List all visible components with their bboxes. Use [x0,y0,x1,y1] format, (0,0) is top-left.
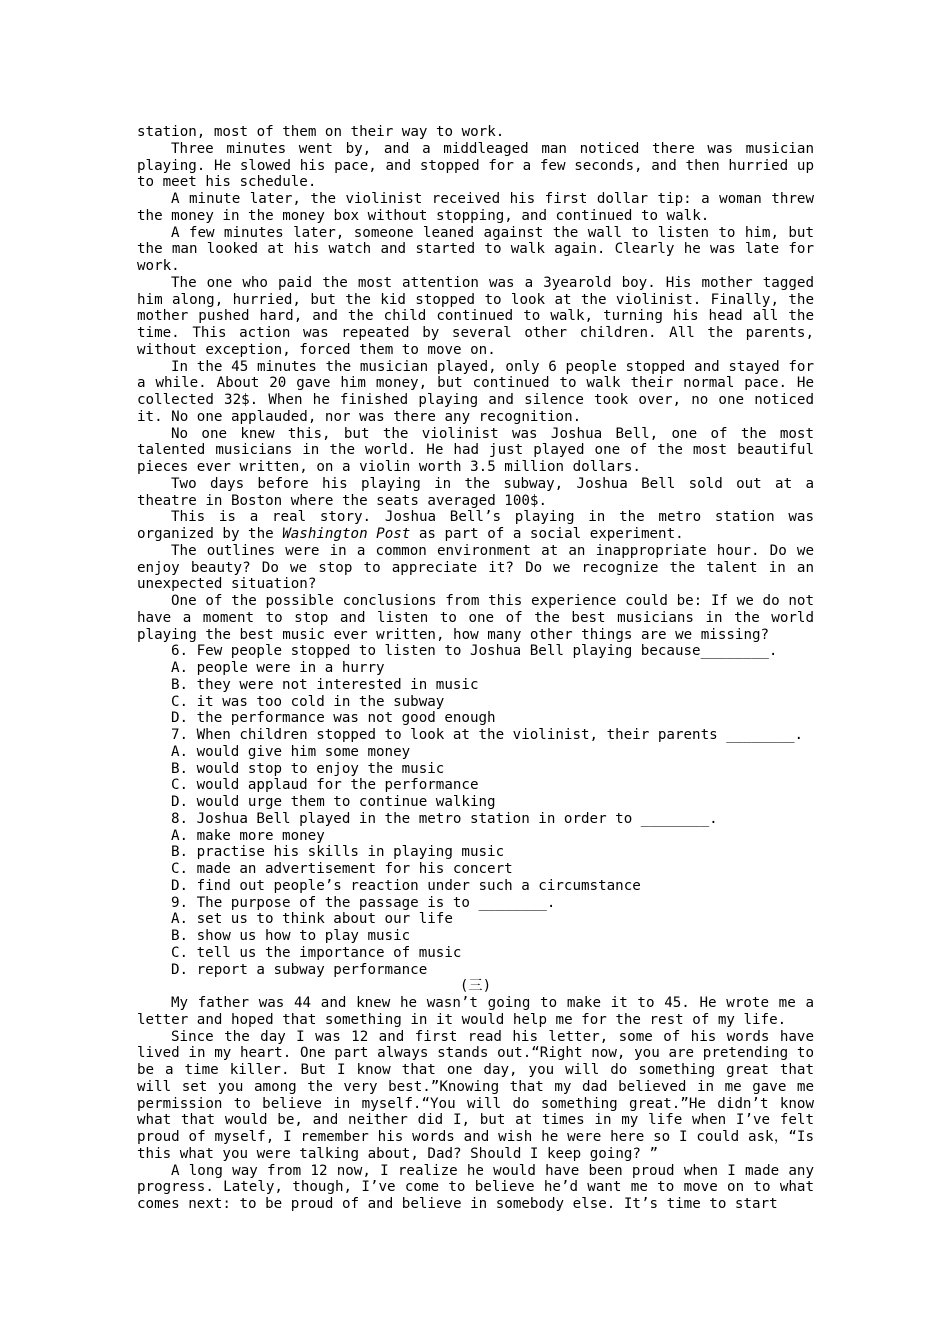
question-stem: 8. Joshua Bell played in the metro station in order to ________. [171,810,718,827]
question-stem: 6. Few people stopped to listen to Joshua Bell playing because________. [171,643,778,660]
option-c: C. it was too cold in the subway [171,693,445,710]
paragraph: My father was 44 and knew he wasn’t going to make it to 45. He wrote me a letter and hoped that something in it would help me for the rest of my life. [137,995,814,1028]
option-d: D. find out people’s reaction under such a circumstance [171,877,641,894]
option-d: D. the performance was not good enough [171,710,496,727]
document-page [137,124,814,1213]
paragraph: A minute later, the violinist received his first dollar tip: a woman threw the money in the money box without stopping, and continued to walk. [137,191,814,224]
question-6 [137,643,814,727]
option-c: C. would applaud for the performance [171,777,479,794]
paragraph: The one who paid the most attention was a 3yearold boy. His mother tagged him along, hurried, but the kid stopped to look at the violinist. Finally, the mother pushed hard, and the child continued to walk, turning his head all the time. This action was repeated by several other children. All the parents, without exception, forced them to move on. [137,274,814,358]
newspaper-name: Washington Post [282,526,411,542]
option-a: A. people were in a hurry [171,660,385,676]
option-b: B. practise his skills in playing music [171,844,505,861]
paragraph-washington-post [137,509,814,543]
paragraph-text: This is a real story. Joshua Bell’s playing in the metro station was organized by the [137,509,814,542]
option-a: A. set us to think about our life [171,911,453,928]
question-8 [137,811,814,895]
option-d: D. report a subway performance [171,961,428,978]
option-b: B. show us how to play music [171,928,411,944]
option-a: A. make more money [171,827,325,844]
paragraph: Two days before his playing in the subway, Joshua Bell sold out at a theatre in Boston where the seats averaged 100$. [137,475,814,509]
option-b: B. they were not interested in music [171,676,479,693]
paragraph: Since the day I was 12 and first read his letter, some of his words have lived in my heart. One part always stands out.“Right now, you are pretending to be a time killer. But I know that one day, you will do something great that will set you among the very best.”Knowing that my dad believed in me gave me permission to believe in myself.“You will do something great.”He didn’t know what that would be, and neither did I, but at times in my life when I’ve felt proud of myself, I remember his words and wish he were here so I could ask，“Is this what you were talking about, Dad? Should I keep going? ” [137,1028,814,1162]
paragraph: In the 45 minutes the musician played, only 6 people stopped and stayed for a while. About 20 gave him money, but continued to walk their normal pace. He collected 32$. When he finished playing and silence took over, no one noticed it. No one applauded, nor was there any recognition. [137,358,814,425]
paragraph: A long way from 12 now, I realize he would have been proud when I made any progress. Lately, though, I’ve come to believe he’d want me to move on to what comes next: to be proud of and believe in somebody else. It’s time to start [137,1162,814,1212]
option-c: C. made an advertisement for his concert [171,861,513,877]
paragraph-text: as part of a social experiment. [410,526,684,542]
option-c: C. tell us the importance of music [171,944,462,961]
option-d: D. would urge them to continue walking [171,794,496,810]
paragraph: The outlines were in a common environment at an inappropriate hour. Do we enjoy beauty? Do we stop to appreciate it? Do we recognize the talent in an unexpected situation? [137,542,814,593]
question-stem: 7. When children stopped to look at the violinist, their parents ________. [171,727,804,743]
section-heading: (三) [459,978,492,995]
option-b: B. would stop to enjoy the music [171,760,445,777]
paragraph: No one knew this, but the violinist was Joshua Bell, one of the most talented musicians in the world. He had just played one of the most beautiful pieces ever written, on a violin worth 3.5 million dollars. [137,425,814,475]
paragraph-continuation: station, most of them on their way to work. [137,124,505,140]
question-7 [137,727,814,811]
paragraph: A few minutes later, someone leaned against the wall to listen to him, but the man looked at his watch and started to walk again. Clearly he was late for work. [137,224,814,274]
paragraph: Three minutes went by, and a middleaged man noticed there was musician playing. He slowed his pace, and stopped for a few seconds, and then hurried up to meet his schedule. [137,140,814,191]
question-stem: 9. The purpose of the passage is to ________. [171,894,556,911]
paragraph: One of the possible conclusions from this experience could be: If we do not have a moment to stop and listen to one of the best musicians in the world playing the best music ever written, how many other things are we missing? [137,593,814,643]
question-9 [137,895,814,979]
option-a: A. would give him some money [171,743,411,760]
